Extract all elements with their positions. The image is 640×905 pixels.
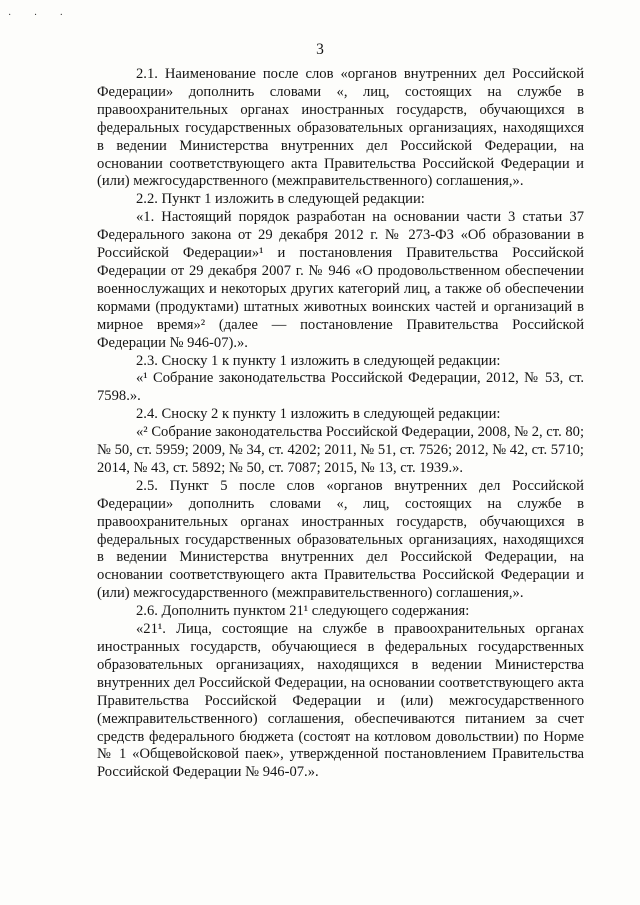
paragraph-2-4-text: «² Собрание законодательства Российской Федерации, 2008, № 2, ст. 80; № 50, ст. 5959; 2009, № 34, ст. 4202; 2011, № 51, ст. 7526; 2012, № 42, ст. 5710; 2014, № 43, ст. 5892; № 50, ст. 7087; 2015, № 13, ст. 1939.». bbox=[97, 424, 585, 476]
paragraph-2-3: 2.3. Сноску 1 к пункту 1 изложить в следующей редакции: bbox=[136, 352, 501, 369]
page-number: 3 bbox=[316, 41, 324, 58]
paragraph-2-6-text: «21¹. Лица, состоящие на службе в правоохранительных органах иностранных государств, обучающиеся в федеральных государственных образовательных организациях, находящихся в ведении Министерства внутренних дел Российской Федерации, на основании соответствующего акта Правительства Российской Федерации и (или) межгосударственного (межправительственного) соглашения, обеспечиваются питанием за счет средств федерального бюджета (состоят на котловом довольствии) по Норме № 1 «Общевойсковой паек», утвержденной постановлением Правительства Российской Федерации № 946-07.». bbox=[97, 621, 584, 781]
paragraph-2-4: 2.4. Сноску 2 к пункту 1 изложить в следующей редакции: bbox=[136, 406, 501, 423]
paragraph-2-1: 2.1. Наименование после слов «органов внутренних дел Российской Федерации» дополнить словами «, лиц, состоящих на службе в правоохранительных органах иностранных государств, обучающихся в федеральных государственных образовательных организациях, находящихся в ведении Министерства внутренних дел Российской Федерации, на основании соответствующего акта Правительства Российской Федерации и (или) межгосударственного (межправительственного) соглашения,». bbox=[97, 66, 584, 190]
paragraph-2-3-text: «¹ Собрание законодательства Российской Федерации, 2012, № 53, ст. 7598.». bbox=[97, 370, 584, 405]
document-body bbox=[97, 66, 584, 782]
paragraph-2-2: 2.2. Пункт 1 изложить в следующей редакции: bbox=[136, 191, 425, 208]
scan-artifact: · · · bbox=[8, 10, 73, 21]
paragraph-2-6: 2.6. Дополнить пунктом 21¹ следующего содержания: bbox=[136, 603, 470, 620]
paragraph-2-2-text: «1. Настоящий порядок разработан на основании части 3 статьи 37 Федерального закона от 29 декабря 2012 г. № 273-ФЗ «Об образовании в Российской Федерации»¹ и постановления Правительства Российской Федерации от 29 декабря 2007 г. № 946 «О продовольственном обеспечении военнослужащих и некоторых других категорий лиц, а также об обеспечении кормами (продуктами) штатных животных воинских частей и организаций в мирное время»² (далее — постановление Правительства Российской Федерации № 946-07).». bbox=[97, 209, 584, 351]
paragraph-2-5: 2.5. Пункт 5 после слов «органов внутренних дел Российской Федерации» дополнить словами «, лиц, состоящих на службе в правоохранительных органах иностранных государств, обучающихся в федеральных государственных образовательных организациях, находящихся в ведении Министерства внутренних дел Российской Федерации, на основании соответствующего акта Правительства Российской Федерации и (или) межгосударственного (межправительственного) соглашения,». bbox=[97, 477, 584, 602]
